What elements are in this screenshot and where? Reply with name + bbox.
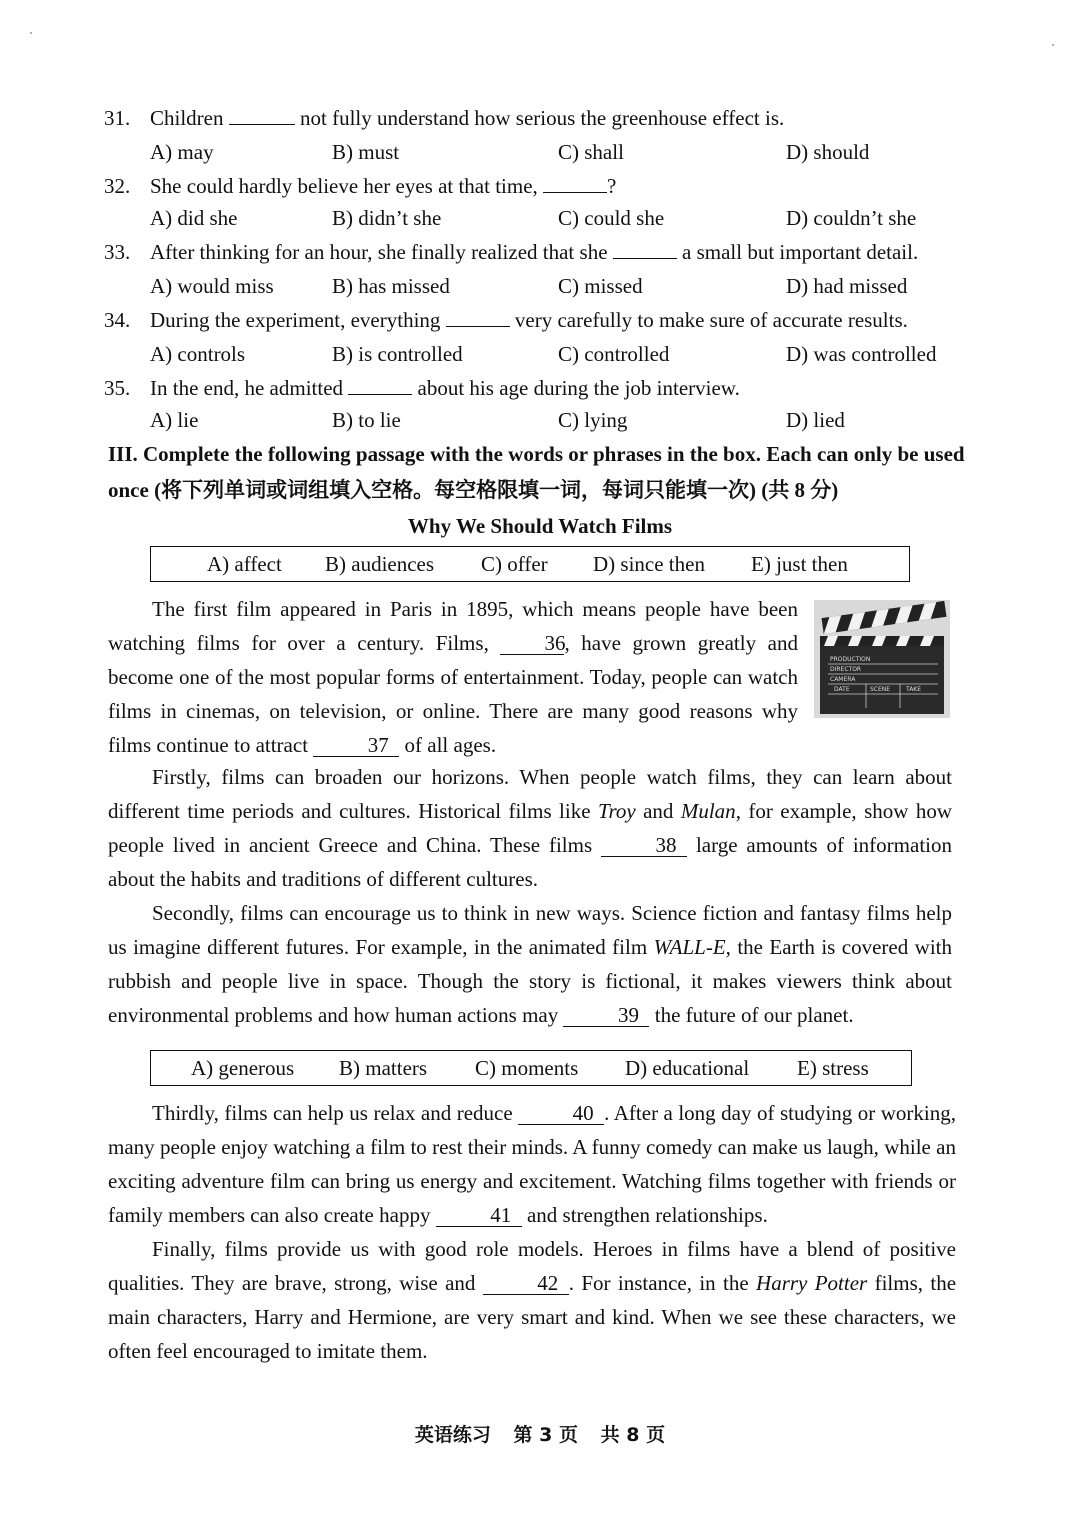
- passage-text: Firstly, films can broaden our horizons. When people watch films, they can learn about different time periods and cultures. Historical films like: [108, 765, 952, 823]
- paragraph-4: [108, 1096, 956, 1232]
- page-footer: [0, 1420, 1080, 1447]
- question-text: ?: [607, 174, 617, 198]
- answer-blank: [543, 176, 607, 193]
- question-number: 31.: [104, 106, 131, 130]
- section-heading: III. Complete the following passage with the words or phrases in the box. Each can only be used once (将下列单词或词组填入空格。每空格限填一词，每词只能填一次) (共 8 分): [108, 442, 965, 502]
- passage-text: The first film appeared in Paris in 1895, which means people have been watching films for over a century. Films,: [108, 597, 798, 655]
- passage-text: of all ages.: [404, 733, 497, 757]
- option-a: A) would miss: [150, 274, 274, 298]
- clapper-label: DIRECTOR: [830, 666, 862, 673]
- clapper-label: TAKE: [906, 686, 922, 693]
- scan-speck: [30, 32, 32, 34]
- passage-text: large amounts of information about the habits and traditions of different cultures.: [108, 833, 952, 891]
- option-a: A) may: [150, 140, 214, 164]
- passage-text: , for example, show how people lived in ancient Greece and China. These films: [108, 799, 952, 857]
- word-option: B) matters: [339, 1056, 428, 1080]
- passage-text: and: [643, 799, 674, 823]
- passage-text: and strengthen relationships.: [526, 1203, 768, 1227]
- paragraph-5: [108, 1232, 956, 1368]
- option-c: C) shall: [558, 140, 624, 164]
- option-d: D) lied: [786, 408, 845, 432]
- word-option: A) generous: [191, 1056, 295, 1080]
- word-option: E) just then: [751, 552, 848, 576]
- question-text: She could hardly believe her eyes at that time,: [150, 174, 538, 198]
- word-option: D) educational: [625, 1056, 750, 1080]
- option-c: C) missed: [558, 274, 643, 298]
- paragraph-1: [108, 592, 798, 762]
- blank-37: 37: [313, 734, 399, 757]
- passage-text: Finally, films provide us with good role models. Heroes in films have a blend of positive qualities. They are brave, strong, wise and: [108, 1237, 956, 1295]
- option-c: C) controlled: [558, 342, 670, 366]
- question-number: 35.: [104, 376, 131, 400]
- option-b: B) has missed: [332, 274, 450, 298]
- film-title: Harry Potter: [756, 1271, 868, 1295]
- option-c: C) lying: [558, 408, 628, 432]
- question-32: [104, 174, 616, 199]
- option-d: D) couldn’t she: [786, 206, 917, 230]
- film-title: WALL-E: [653, 935, 726, 959]
- answer-blank: [229, 108, 295, 125]
- passage-title: Why We Should Watch Films: [407, 514, 673, 538]
- footer-total: 共 8 页: [600, 1424, 666, 1446]
- option-d: D) was controlled: [786, 342, 937, 366]
- question-text: about his age during the job interview.: [417, 376, 740, 400]
- question-number: 32.: [104, 174, 131, 198]
- clapper-label: CAMERA: [830, 676, 856, 683]
- question-text: not fully understand how serious the greenhouse effect is.: [300, 106, 785, 130]
- option-c: C) could she: [558, 206, 665, 230]
- passage-text: Thirdly, films can help us relax and reduce: [152, 1101, 513, 1125]
- passage-text: . After a long day of studying or working, many people enjoy watching a film to rest their minds. A funny comedy can make us laugh, while an exciting adventure film can bring us energy and excitement. Watching films together with friends or family members can also create happy: [108, 1101, 957, 1227]
- blank-38: 38: [601, 834, 687, 857]
- clapper-label: DATE: [834, 686, 850, 693]
- option-d: D) should: [786, 140, 870, 164]
- option-b: B) is controlled: [332, 342, 463, 366]
- word-option: C) moments: [475, 1056, 579, 1080]
- word-option: D) since then: [593, 552, 705, 576]
- passage-text: , have grown greatly and become one of the most popular forms of entertainment. Today, people can watch films in cinemas, on television, or online. There are many good reasons why films continue to attract: [108, 631, 799, 757]
- question-text: Children: [150, 106, 224, 130]
- question-text: a small but important detail.: [682, 240, 919, 264]
- footer-page: 第 3 页: [513, 1424, 578, 1446]
- answer-blank: [446, 310, 510, 327]
- clapper-label: PRODUCTION: [830, 656, 871, 663]
- paragraph-group-3: [108, 1096, 956, 1368]
- question-text: very carefully to make sure of accurate results.: [514, 308, 908, 332]
- option-a: A) controls: [150, 342, 246, 366]
- blank-41: 41: [436, 1204, 522, 1227]
- film-title: Troy: [597, 799, 636, 823]
- passage-text: the future of our planet.: [654, 1003, 854, 1027]
- answer-blank: [613, 242, 677, 259]
- question-text: After thinking for an hour, she finally realized that she: [150, 240, 608, 264]
- paragraph-3: [108, 896, 952, 1032]
- passage-text: Secondly, films can encourage us to think in new ways. Science fiction and fantasy films help us imagine different futures. For example, in the animated film: [108, 901, 952, 959]
- blank-39: 39: [563, 1004, 649, 1027]
- word-option: B) audiences: [325, 552, 435, 576]
- question-text: In the end, he admitted: [150, 376, 344, 400]
- question-35: [104, 376, 740, 401]
- question-number: 33.: [104, 240, 131, 264]
- word-box-1: [150, 546, 910, 582]
- passage-text: , the Earth is covered with rubbish and people live in space. Though the story is fictional, it makes viewers think about environmental problems and how human actions may: [108, 935, 952, 1027]
- option-a: A) did she: [150, 206, 238, 230]
- question-number: 34.: [104, 308, 131, 332]
- answer-blank: [348, 378, 412, 395]
- option-b: B) to lie: [332, 408, 401, 432]
- blank-40: 40: [518, 1102, 604, 1125]
- question-34: [104, 308, 908, 333]
- option-a: A) lie: [150, 408, 199, 432]
- question-text: During the experiment, everything: [150, 308, 441, 332]
- passage-text: . For instance, in the: [568, 1271, 749, 1295]
- blank-36: 36: [500, 632, 564, 655]
- question-33: [104, 240, 918, 265]
- film-title: Mulan: [680, 799, 736, 823]
- footer-subject: 英语练习: [414, 1424, 491, 1446]
- option-b: B) didn’t she: [332, 206, 442, 230]
- word-option: C) offer: [481, 552, 548, 576]
- paragraph-2: [108, 760, 952, 896]
- option-b: B) must: [332, 140, 400, 164]
- scan-speck: [1052, 44, 1054, 46]
- option-d: D) had missed: [786, 274, 908, 298]
- clapperboard-image: [814, 600, 950, 718]
- blank-42: 42: [483, 1272, 569, 1295]
- passage-text: films, the main characters, Harry and Hermione, are very smart and kind. When we see these characters, we often feel encouraged to imitate them.: [108, 1271, 957, 1363]
- clapper-label: SCENE: [870, 686, 891, 693]
- question-31: [104, 106, 784, 131]
- paragraph-group-2: [108, 760, 952, 1032]
- word-option: E) stress: [797, 1056, 869, 1080]
- word-option: A) affect: [207, 552, 282, 576]
- word-box-2: [150, 1050, 912, 1086]
